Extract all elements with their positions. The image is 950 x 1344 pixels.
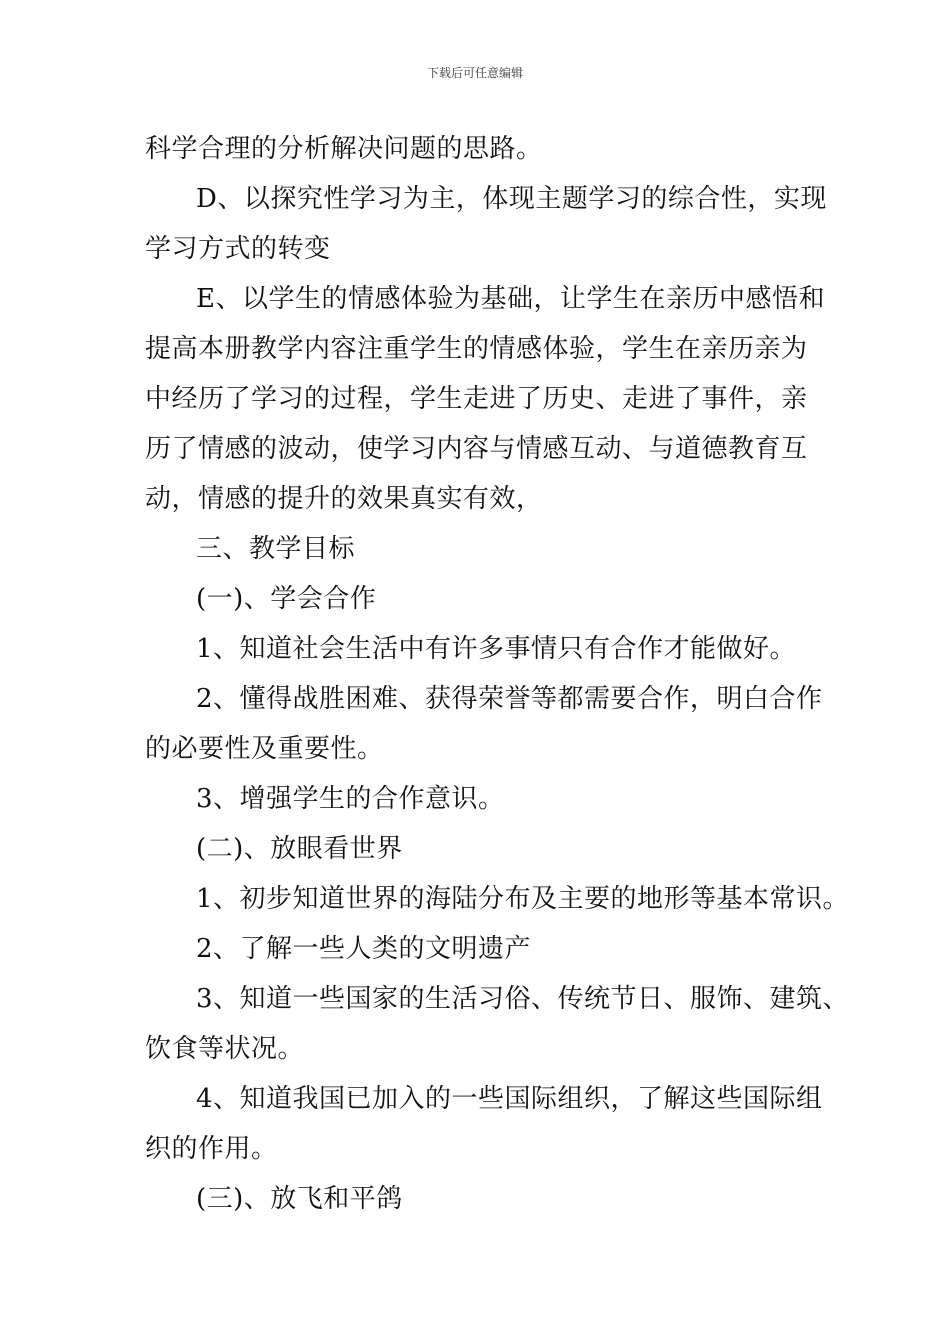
- text-line: 学习方式的转变: [145, 234, 331, 264]
- list-item: 1、初步知道世界的海陆分布及主要的地形等基本常识。: [196, 884, 850, 914]
- text-line: 科学合理的分析解决问题的思路。: [145, 134, 543, 164]
- list-item: 2、懂得战胜困难、获得荣誉等都需要合作，明白合作: [196, 684, 823, 714]
- page-header: 下载后可任意编辑: [426, 66, 523, 80]
- subsection-heading: (一)、学会合作: [196, 584, 377, 614]
- list-item: 1、知道社会生活中有许多事情只有合作才能做好。: [196, 634, 797, 664]
- text-line: 饮食等状况。: [145, 1034, 305, 1064]
- list-item: 3、知道一些国家的生活习俗、传统节日、服饰、建筑、: [196, 984, 850, 1014]
- list-item: 2、了解一些人类的文明遗产: [196, 934, 532, 964]
- section-heading: 三、教学目标: [196, 534, 356, 564]
- text-line: 的必要性及重要性。: [145, 734, 384, 764]
- subsection-heading: (三)、放飞和平鸽: [196, 1184, 403, 1214]
- text-line: 提高本册教学内容注重学生的情感体验，学生在亲历亲为: [145, 334, 808, 364]
- text-line: 动，情感的提升的效果真实有效，: [145, 484, 543, 514]
- text-line: D、以探究性学习为主，体现主题学习的综合性，实现: [196, 184, 827, 214]
- list-item: 4、知道我国已加入的一些国际组织，了解这些国际组: [196, 1084, 823, 1114]
- subsection-heading: (二)、放眼看世界: [196, 834, 403, 864]
- text-line: 历了情感的波动，使学习内容与情感互动、与道德教育互: [145, 434, 808, 464]
- list-item: 3、增强学生的合作意识。: [196, 784, 505, 814]
- text-line: E、以学生的情感体验为基础，让学生在亲历中感悟和: [196, 284, 825, 314]
- text-line: 中经历了学习的过程，学生走进了历史、走进了事件，亲: [145, 384, 808, 414]
- text-line: 织的作用。: [145, 1134, 278, 1164]
